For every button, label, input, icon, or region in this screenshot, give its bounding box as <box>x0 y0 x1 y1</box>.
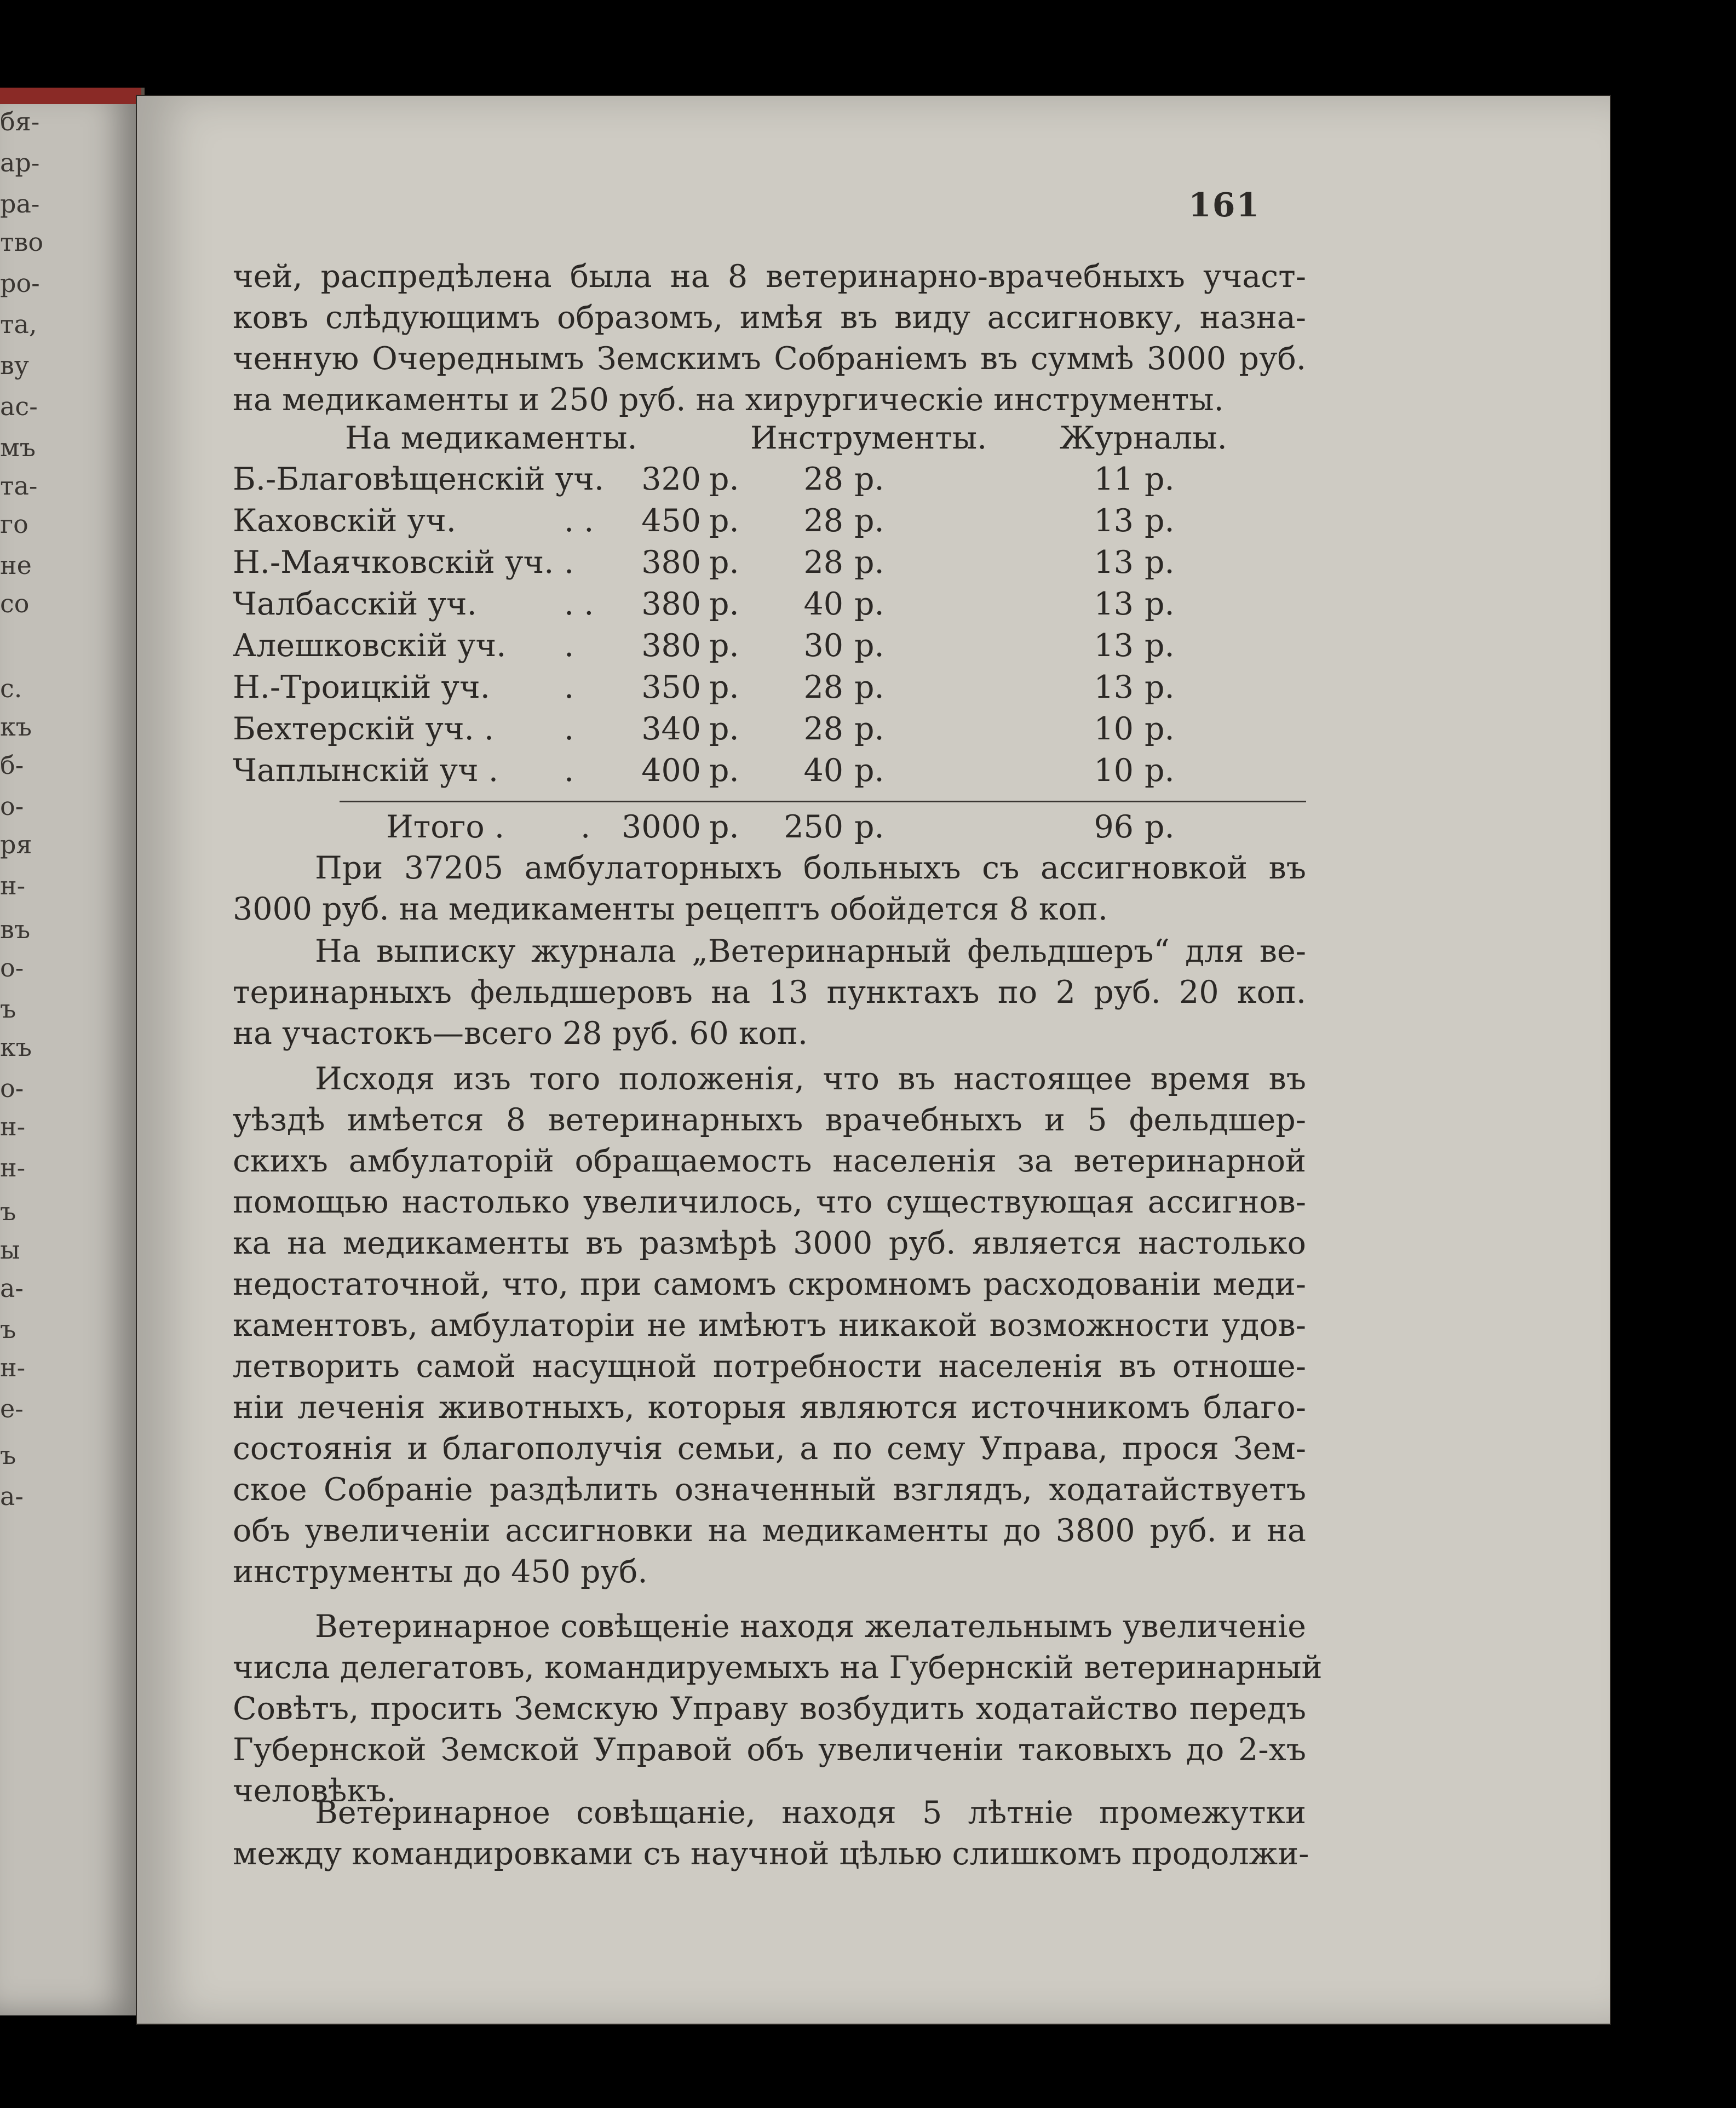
text-line: помощью настолько увеличилось, что существующая ассигнов- <box>233 1184 1306 1220</box>
row-district-name: Чалбасскій уч. <box>233 586 477 622</box>
book-edge-red <box>0 88 141 104</box>
text-line: 3000 руб. на медикаменты рецептъ обойдется 8 коп. <box>233 891 1108 927</box>
row-district-name: Бехтерскій уч. . <box>233 711 494 747</box>
row-journals-unit: р. <box>1145 669 1175 705</box>
row-journals: 13 <box>1094 628 1134 664</box>
row-instruments: 30 <box>803 628 843 664</box>
previous-page-fragment: о- <box>0 791 24 821</box>
previous-page-fragment: къ <box>0 1032 32 1062</box>
row-journals: 13 <box>1094 669 1134 705</box>
previous-page-fragment: къ <box>0 712 32 742</box>
row-medicaments-unit: р. <box>709 544 739 581</box>
header-journals: Журналы. <box>1060 420 1227 456</box>
header-instruments: Инструменты. <box>750 420 987 456</box>
text-line: ніи леченія животныхъ, которыя являются источникомъ благо- <box>233 1389 1306 1426</box>
text-line: недостаточной, что, при самомъ скромномъ расходованіи меди- <box>233 1266 1306 1302</box>
row-journals: 11 <box>1094 461 1134 497</box>
row-district-name: Каховскій уч. <box>233 503 456 539</box>
row-district-name: Алешковскій уч. <box>233 628 507 664</box>
text-line: инструменты до 450 руб. <box>233 1554 648 1590</box>
row-medicaments: 320 <box>641 461 701 497</box>
text-line: человѣкъ. <box>233 1773 396 1809</box>
row-instruments: 28 <box>803 503 843 539</box>
row-medicaments-unit: р. <box>709 461 739 497</box>
total-dots: . <box>580 809 591 845</box>
previous-page-fragment: а- <box>0 1481 24 1511</box>
row-district-name: Н.-Маячковскій уч. <box>233 544 554 581</box>
text-line: числа делегатовъ, командируемыхъ на Губернскій ветеринарный <box>233 1650 1323 1686</box>
text-line: на участокъ—всего 28 руб. 60 коп. <box>233 1015 808 1052</box>
text-line: Губернской Земской Управой объ увеличеніи таковыхъ до 2-хъ <box>233 1732 1306 1768</box>
previous-page-fragment: ас- <box>0 392 38 421</box>
text-line: Ветеринарное совѣщеніе находя желательнымъ увеличеніе <box>315 1609 1306 1645</box>
previous-page-fragment: та- <box>0 471 38 501</box>
total-instruments-unit: р. <box>854 809 884 845</box>
row-leader-dots: . . <box>564 586 594 622</box>
previous-page-fragment: о- <box>0 1073 24 1103</box>
row-journals: 13 <box>1094 586 1134 622</box>
previous-page-fragment: мъ <box>0 433 36 462</box>
total-instruments: 250 <box>784 809 843 845</box>
previous-page-fragment: со <box>0 589 30 618</box>
row-journals: 13 <box>1094 544 1134 581</box>
text-line: уѣздѣ имѣется 8 ветеринарныхъ врачебныхъ и 5 фельдшер- <box>233 1102 1306 1138</box>
row-instruments: 28 <box>803 711 843 747</box>
row-instruments: 28 <box>803 461 843 497</box>
row-leader-dots: . <box>564 544 574 581</box>
previous-page-fragment: ъ <box>0 1197 16 1226</box>
text-line: объ увеличеніи ассигновки на медикаменты до 3800 руб. и на <box>233 1513 1306 1549</box>
row-medicaments: 350 <box>641 669 701 705</box>
text-line: теринарныхъ фельдшеровъ на 13 пунктахъ по 2 руб. 20 коп. <box>233 974 1306 1010</box>
row-medicaments-unit: р. <box>709 628 739 664</box>
text-line: ка на медикаменты въ размѣрѣ 3000 руб. является настолько <box>233 1225 1306 1261</box>
row-district-name: Чаплынскій уч . <box>233 753 498 789</box>
row-journals: 10 <box>1094 711 1134 747</box>
row-instruments-unit: р. <box>854 544 884 581</box>
row-instruments: 28 <box>803 669 843 705</box>
row-instruments-unit: р. <box>854 753 884 789</box>
row-journals-unit: р. <box>1145 586 1175 622</box>
text-line: на медикаменты и 250 руб. на хирургическіе инструменты. <box>233 382 1224 418</box>
text-line: состоянія и благополучія семьи, а по сему Управа, прося Зем- <box>233 1431 1306 1467</box>
previous-page-fragment: ъ <box>0 1314 16 1344</box>
row-medicaments: 380 <box>641 628 701 664</box>
page-number: 161 <box>1188 186 1261 225</box>
previous-page-fragment: е- <box>0 1394 24 1423</box>
total-medicaments-unit: р. <box>709 809 739 845</box>
row-leader-dots: . <box>564 711 574 747</box>
previous-page-fragment: б- <box>0 750 24 780</box>
row-medicaments-unit: р. <box>709 753 739 789</box>
row-leader-dots: . <box>564 628 574 664</box>
row-instruments-unit: р. <box>854 669 884 705</box>
previous-page-fragment: та, <box>0 309 37 339</box>
previous-page-fragment: бя- <box>0 107 40 136</box>
previous-page-fragment: ъ <box>0 1440 16 1470</box>
text-line: Ветеринарное совѣщаніе, находя 5 лѣтніе промежутки <box>315 1795 1306 1831</box>
row-district-name: Н.-Троицкій уч. <box>233 669 490 705</box>
previous-page-fragment: ро- <box>0 268 40 298</box>
previous-page-fragment: ъ <box>0 994 16 1024</box>
previous-page-fragment: с. <box>0 674 22 703</box>
table-total-rule <box>340 801 1306 802</box>
row-leader-dots: . . <box>564 503 594 539</box>
row-journals-unit: р. <box>1145 503 1175 539</box>
previous-page-fragment: не <box>0 550 32 580</box>
header-medicaments: На медикаменты. <box>345 420 637 456</box>
previous-page-fragment: н- <box>0 1112 26 1141</box>
row-instruments-unit: р. <box>854 711 884 747</box>
text-line: каментовъ, амбулаторіи не имѣютъ никакой возможности удов- <box>233 1307 1306 1343</box>
previous-page-fragment: ы <box>0 1235 20 1265</box>
row-medicaments-unit: р. <box>709 711 739 747</box>
previous-page-fragment: въ <box>0 915 31 944</box>
text-line: летворить самой насущной потребности населенія въ отноше- <box>233 1348 1306 1385</box>
row-medicaments-unit: р. <box>709 669 739 705</box>
total-medicaments: 3000 <box>621 809 701 845</box>
row-leader-dots: . <box>564 753 574 789</box>
previous-page-fragment: н- <box>0 871 26 900</box>
row-medicaments: 380 <box>641 544 701 581</box>
text-line: между командировками съ научной цѣлью слишкомъ продолжи- <box>233 1836 1309 1872</box>
previous-page-fragment: ву <box>0 351 29 380</box>
row-journals-unit: р. <box>1145 711 1175 747</box>
text-line: чей, распредѣлена была на 8 ветеринарно-врачебныхъ участ- <box>233 259 1306 295</box>
previous-page-fragment: го <box>0 509 28 539</box>
row-journals-unit: р. <box>1145 461 1175 497</box>
row-medicaments: 380 <box>641 586 701 622</box>
book-page <box>137 96 1610 2024</box>
previous-page-fragment: тво <box>0 227 44 257</box>
text-line: Исходя изъ того положенія, что въ настоящее время въ <box>315 1061 1306 1097</box>
text-line: скихъ амбулаторій обращаемость населенія за ветеринарной <box>233 1143 1306 1179</box>
row-instruments: 40 <box>803 586 843 622</box>
previous-page-fragment: ра- <box>0 189 40 219</box>
previous-page-edge <box>0 88 145 2015</box>
text-line: Совѣтъ, просить Земскую Управу возбудить ходатайство передъ <box>233 1691 1306 1727</box>
row-medicaments: 400 <box>641 753 701 789</box>
previous-page-fragment: о- <box>0 953 24 983</box>
text-line: При 37205 амбулаторныхъ больныхъ съ ассигновкой въ <box>315 850 1306 886</box>
text-line: ченную Очереднымъ Земскимъ Собраніемъ въ суммѣ 3000 руб. <box>233 341 1306 377</box>
previous-page-fragment: н- <box>0 1153 26 1182</box>
row-medicaments-unit: р. <box>709 586 739 622</box>
row-instruments: 40 <box>803 753 843 789</box>
row-district-name: Б.-Благовѣщенскій уч. <box>233 461 604 497</box>
previous-page-fragment: ар- <box>0 148 40 177</box>
row-journals: 13 <box>1094 503 1134 539</box>
row-instruments-unit: р. <box>854 461 884 497</box>
text-line: На выписку журнала „Ветеринарный фельдшеръ“ для ве- <box>315 933 1306 969</box>
total-journals: 96 <box>1094 809 1134 845</box>
row-leader-dots: . <box>564 669 574 705</box>
row-medicaments: 340 <box>641 711 701 747</box>
text-line: ковъ слѣдующимъ образомъ, имѣя въ виду ассигновку, назна- <box>233 300 1306 336</box>
row-instruments-unit: р. <box>854 586 884 622</box>
total-journals-unit: р. <box>1145 809 1175 845</box>
text-line: ское Собраніе раздѣлить означенный взглядъ, ходатайствуетъ <box>233 1472 1306 1508</box>
row-instruments-unit: р. <box>854 628 884 664</box>
row-instruments-unit: р. <box>854 503 884 539</box>
row-medicaments-unit: р. <box>709 503 739 539</box>
row-medicaments: 450 <box>641 503 701 539</box>
row-journals-unit: р. <box>1145 628 1175 664</box>
previous-page-fragment: а- <box>0 1273 24 1303</box>
row-journals: 10 <box>1094 753 1134 789</box>
previous-page-fragment: н- <box>0 1353 26 1382</box>
previous-page-fragment: ря <box>0 830 32 859</box>
row-journals-unit: р. <box>1145 753 1175 789</box>
total-label: Итого . <box>386 809 504 845</box>
row-instruments: 28 <box>803 544 843 581</box>
row-journals-unit: р. <box>1145 544 1175 581</box>
